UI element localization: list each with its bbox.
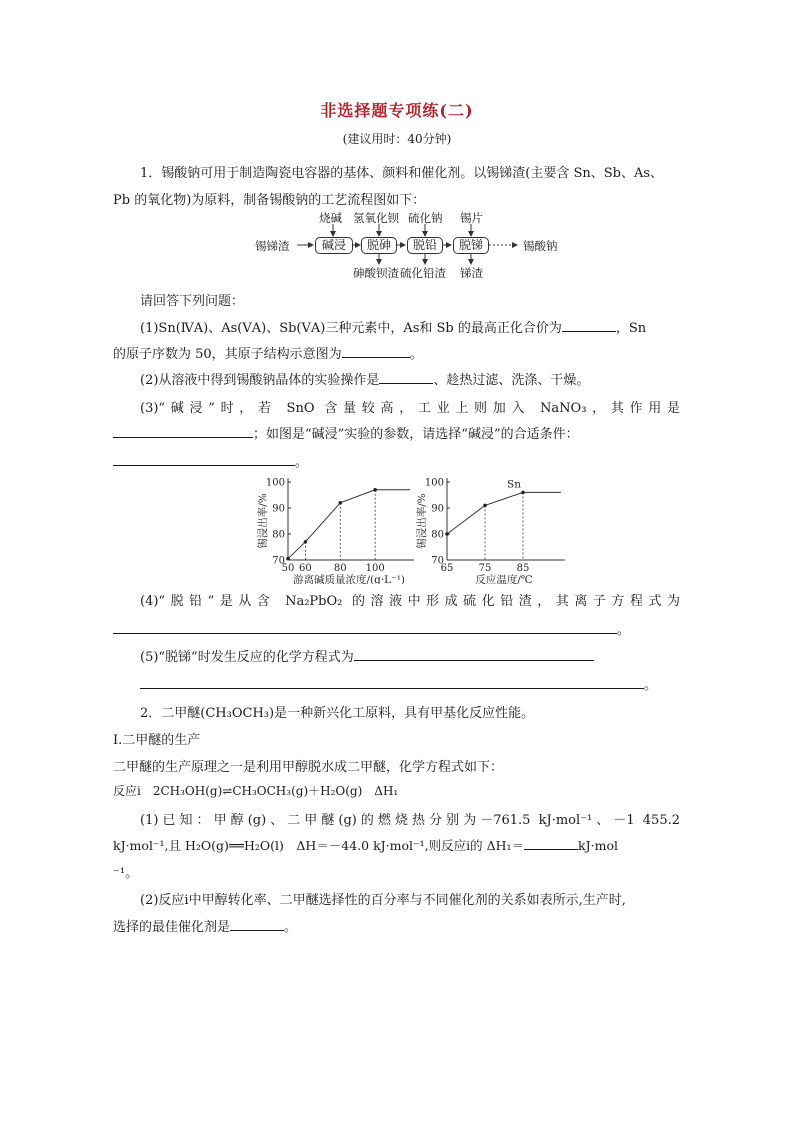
- chart1-data-point: [304, 540, 308, 544]
- q2-part2-line2: [113, 916, 297, 935]
- q1-part3-line2: [113, 423, 579, 442]
- chart1-series-line: [288, 490, 410, 559]
- chart1-data-point: [286, 557, 290, 561]
- answer-blank-chem-equation-b[interactable]: [140, 675, 644, 689]
- flow-input-caustic-soda: 烧碱: [319, 211, 342, 225]
- q1-part1-line1: [140, 317, 646, 336]
- q2-reaction: 反应ⅰ 2CH₃OH(g)⇌CH₃OCH₃(g)＋H₂O(g) ΔH₁: [113, 784, 399, 798]
- q1-part4-text-b: 。: [617, 623, 631, 638]
- chart2-x-tick-label: 65: [440, 563, 454, 574]
- q2-part2-line1: (2)反应ⅰ中甲醇转化率、二甲醚选择性的百分率与不同催化剂的关系如表所示,生产时,: [140, 893, 626, 908]
- q1-prompt: 请回答下列问题：: [140, 294, 245, 309]
- flow-start: 锡锑渣: [255, 239, 290, 253]
- chart2-data-point: [521, 491, 525, 495]
- q2-part1-text-a: kJ·mol⁻¹,且 H₂O(g)══H₂O(l) ΔH＝－44.0 kJ·mol⁻¹,则反应ⅰ的 ΔH₁＝: [113, 838, 525, 853]
- chart2-data-point: [483, 504, 487, 508]
- q2-section-title: Ⅰ.二甲醚的生产: [113, 733, 201, 748]
- answer-blank-chem-equation-a[interactable]: [354, 647, 594, 661]
- chart1-y-tick-label: 90: [272, 503, 285, 515]
- flow-output-antimony-residue: 锑渣: [460, 266, 483, 280]
- time-hint: (建议用时：40分钟): [342, 132, 452, 146]
- flow-step-remove-antimony: 脱锑: [453, 237, 489, 254]
- chart2-annotation: Sn: [507, 478, 521, 491]
- answer-blank-operation[interactable]: [379, 370, 433, 384]
- chart2-y-tick-label: 100: [424, 477, 444, 489]
- chart1-data-point: [373, 488, 377, 492]
- flow-diagram: [255, 208, 575, 283]
- chart1-data-point: [338, 501, 342, 505]
- q2-part1-line1: (1)已知：甲醇(g)、二甲醚(g)的燃烧热分别为－761.5 kJ·mol⁻¹、－1 455.2: [140, 813, 680, 828]
- chart-reaction-temperature: [415, 478, 565, 585]
- chart1-y-tick-label: 100: [265, 477, 285, 489]
- leach-charts: [252, 472, 582, 584]
- flow-step-remove-arsenic: 脱砷: [361, 237, 397, 254]
- flow-input-barium-hydroxide: 氢氧化钡: [353, 211, 399, 225]
- q1-part4-line1: (4)“脱铅”是从含 Na₂PbO₂ 的溶液中形成硫化铅渣，其离子方程式为: [140, 594, 680, 609]
- flow-step-remove-lead: 脱铅: [407, 237, 443, 254]
- flow-end: 锡酸钠: [523, 239, 558, 253]
- flow-input-tin-sheet: 锡片: [460, 211, 483, 225]
- q1-part2-text-b: 、趁热过滤、洗涤、干燥。: [433, 373, 590, 388]
- answer-blank-catalyst[interactable]: [230, 917, 284, 931]
- q2-part2-text-a: 选择的最佳催化剂是: [113, 920, 231, 935]
- q1-part5-text-a: (5)“脱锑”时发生反应的化学方程式为: [140, 650, 354, 665]
- flow-step-alkali-leach: 碱浸: [315, 237, 353, 254]
- q2-principle: 二甲醚的生产原理之一是利用甲醇脱水成二甲醚，化学方程式如下：: [113, 760, 504, 775]
- q1-part1-text-c: 的原子序数为 50，其原子结构示意图为: [113, 347, 342, 362]
- chart1-y-tick-label: 80: [272, 529, 285, 541]
- chart1-y-tick-label: 70: [272, 555, 285, 567]
- chart2-x-tick-label: 85: [516, 563, 530, 574]
- chart2-x-label: 反应温度/℃: [475, 574, 533, 584]
- q1-part3-line1: (3)“碱浸”时，若 SnO 含量较高，工业上则加入 NaNO₃，其作用是: [140, 401, 680, 416]
- chart1-y-label: 锡浸出率/%: [257, 493, 269, 549]
- q1-part5-line2: [140, 674, 657, 693]
- q2-part1-text-b: kJ·mol: [578, 838, 618, 853]
- page-title: 非选择题专项练(二): [320, 101, 474, 120]
- answer-blank-leach-conditions[interactable]: [113, 452, 295, 466]
- chart1-x-label: 游离碱质量浓度/(g·L⁻¹): [292, 574, 406, 584]
- q1-part3-line3: [113, 451, 308, 470]
- flow-output-barium-arsenate: 砷酸钡渣: [353, 266, 399, 280]
- chart2-series-line: [447, 492, 561, 534]
- chart1-x-tick-label: 100: [365, 563, 385, 574]
- q1-part2-text-a: (2)从溶液中得到锡酸钠晶体的实验操作是: [140, 373, 380, 388]
- q2-part2-text-b: 。: [284, 920, 298, 935]
- q1-part1-text-b: ，Sn: [615, 321, 647, 336]
- answer-blank-atom-diagram[interactable]: [342, 344, 410, 358]
- q1-part4-line2: [113, 619, 630, 638]
- flow-input-sodium-sulfide: 硫化钠: [408, 211, 443, 225]
- q1-part1-line2: [113, 343, 423, 362]
- answer-blank-enthalpy[interactable]: [524, 836, 578, 850]
- q1-part5-line1: [140, 646, 594, 665]
- chart-alkali-concentration: [256, 478, 414, 585]
- chart2-y-label: 锡浸出率/%: [416, 493, 428, 549]
- answer-blank-ionic-equation[interactable]: [113, 620, 617, 634]
- chart2-y-tick-label: 70: [431, 555, 444, 567]
- q1-part3-text-c: 。: [295, 455, 309, 470]
- flow-output-lead-sulfide: 硫化铅渣: [400, 266, 446, 280]
- q2-part1-line3: ⁻¹。: [113, 866, 139, 881]
- q1-part2: [140, 369, 589, 388]
- answer-blank-nitrate-role[interactable]: [113, 424, 253, 438]
- chart2-data-point: [445, 532, 449, 536]
- q1-part5-text-b: 。: [644, 678, 658, 693]
- chart1-x-tick-label: 50: [281, 563, 295, 574]
- q1-part1-text-d: 。: [409, 347, 423, 362]
- q2-intro: 2．二甲醚(CH₃OCH₃)是一种新兴化工原料，具有甲基化反应性能。: [140, 706, 535, 721]
- chart2-x-tick-label: 75: [478, 563, 492, 574]
- answer-blank-valence[interactable]: [562, 318, 616, 332]
- q2-part1-line2: [113, 836, 618, 854]
- chart1-x-tick-label: 60: [299, 563, 312, 574]
- chart2-y-tick-label: 90: [431, 503, 444, 515]
- q1-intro-line1: 1．锡酸钠可用于制造陶瓷电容器的基体、颜料和催化剂。以锡锑渣(主要含 Sn、Sb、As、: [140, 166, 664, 181]
- chart2-y-tick-label: 80: [431, 529, 444, 541]
- q1-intro-line2: Pb 的氧化物)为原料，制备锡酸钠的工艺流程图如下：: [113, 193, 426, 208]
- q1-part1-text-a: (1)Sn(ⅣA)、As(ⅤA)、Sb(ⅤA)三种元素中，As和 Sb 的最高正化合价为: [140, 321, 562, 336]
- chart1-x-tick-label: 80: [333, 563, 347, 574]
- q1-part3-text-b: ；如图是“碱浸”实验的参数，请选择“碱浸”的合适条件：: [253, 427, 579, 442]
